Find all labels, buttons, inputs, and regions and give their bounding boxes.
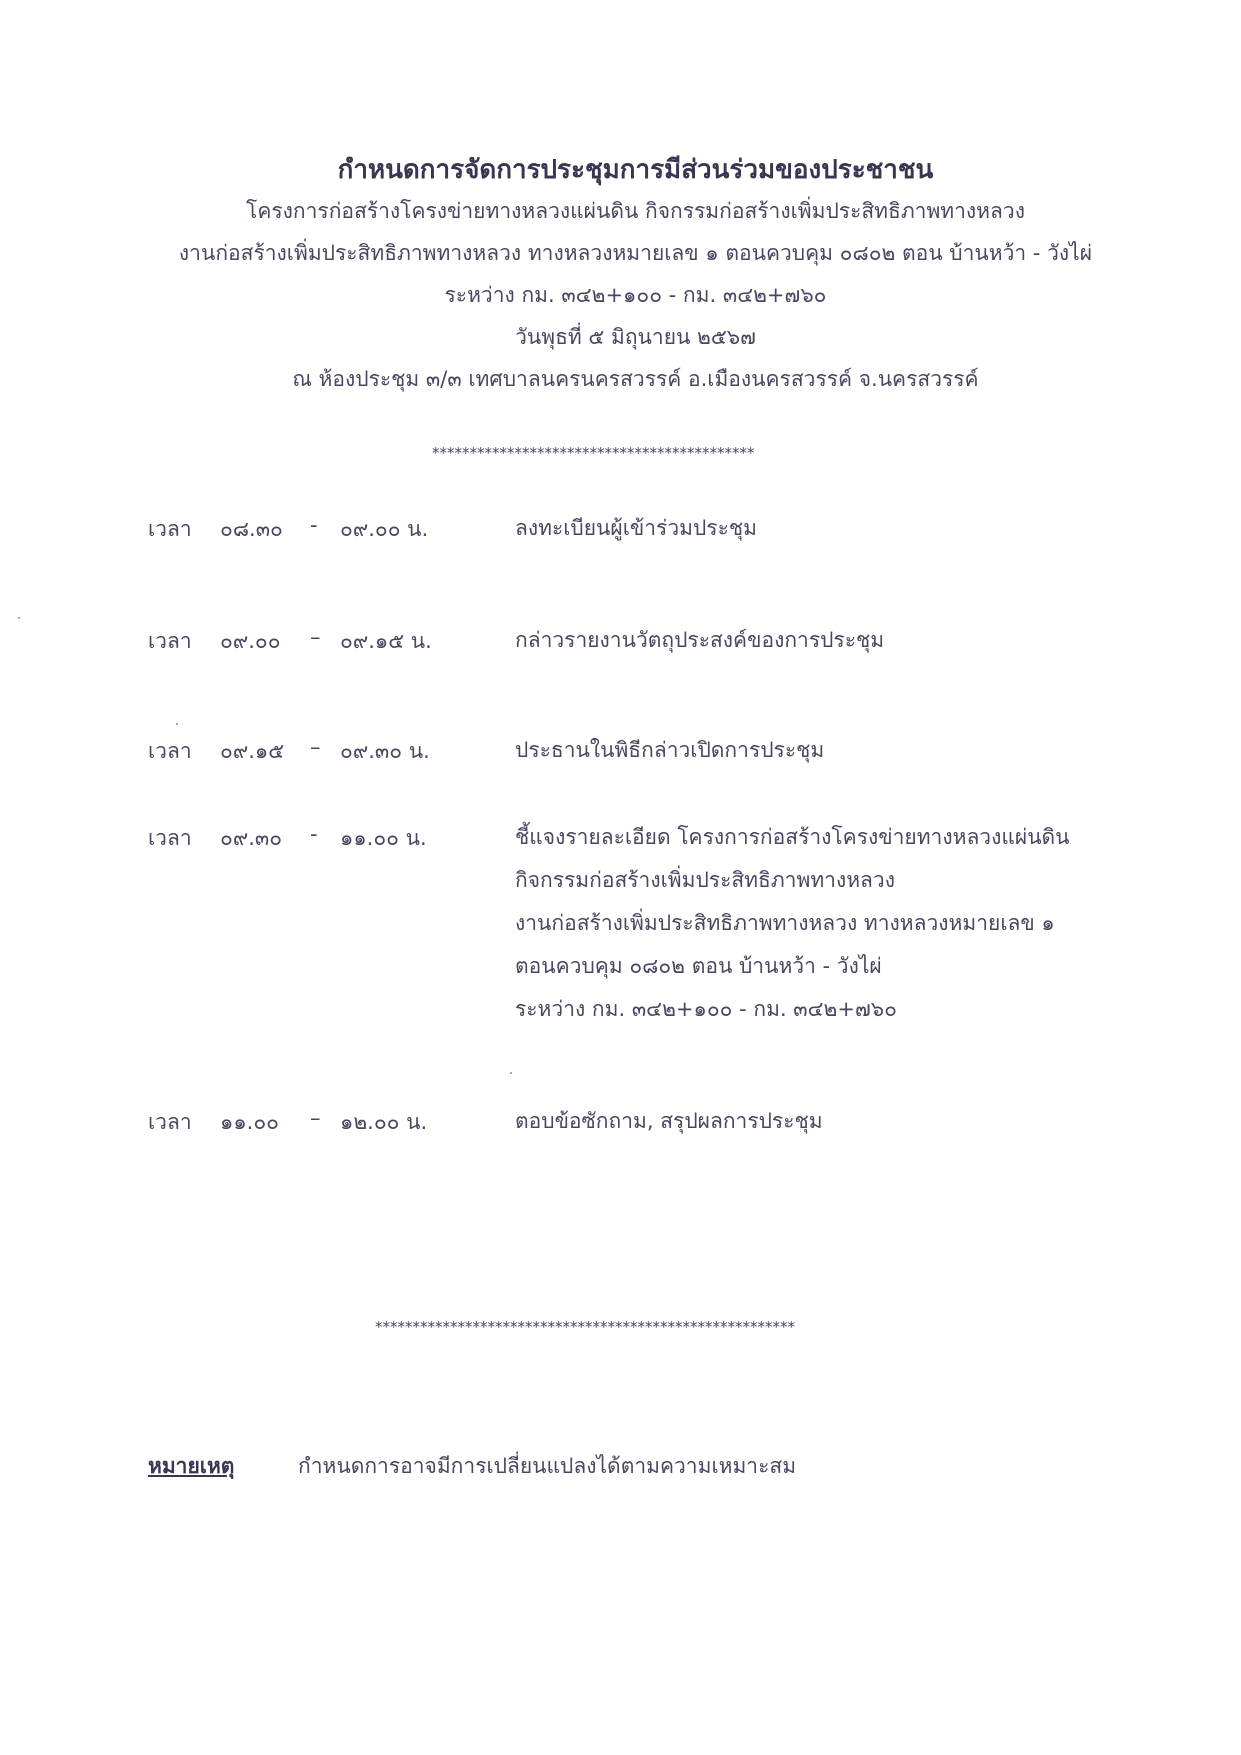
agenda-line: ตอบข้อซักถาม, สรุปผลการประชุม	[515, 1109, 823, 1133]
end-time: ๐๙.๓๐ น.	[340, 739, 430, 763]
end-time: ๐๙.๐๐ น.	[340, 517, 429, 541]
date-line: วันพุธที่ ๕ มิถุนายน ๒๕๖๗	[515, 325, 756, 349]
document-header	[0, 150, 1241, 400]
agenda-line: ชี้แจงรายละเอียด โครงการก่อสร้างโครงข่ายทางหลวงแผ่นดิน	[515, 825, 1070, 849]
agenda-line: งานก่อสร้างเพิ่มประสิทธิภาพทางหลวง ทางหลวงหมายเลข ๑	[515, 911, 1055, 935]
start-time: ๐๙.๑๕	[220, 739, 285, 763]
start-time: ๐๙.๐๐	[220, 629, 281, 653]
time-dash: –	[310, 625, 321, 649]
time-label: เวลา	[148, 826, 192, 850]
venue-line: ณ ห้องประชุม ๓/๓ เทศบาลนครนครสวรรค์ อ.เมืองนครสวรรค์ จ.นครสวรรค์	[292, 367, 979, 391]
end-time: ๐๙.๑๕ น.	[340, 629, 432, 653]
agenda-line: กิจกรรมก่อสร้างเพิ่มประสิทธิภาพทางหลวง	[515, 868, 895, 892]
agenda-description	[515, 735, 824, 778]
time-label: เวลา	[148, 1110, 192, 1134]
separator-top: *******************************************	[432, 444, 755, 462]
project-line: โครงการก่อสร้างโครงข่ายทางหลวงแผ่นดิน กิจกรรมก่อสร้างเพิ่มประสิทธิภาพทางหลวง	[246, 199, 1025, 223]
time-dash: -	[310, 822, 318, 846]
agenda-line: ประธานในพิธีกล่าวเปิดการประชุม	[515, 738, 825, 762]
agenda-description	[515, 822, 1070, 1037]
agenda-description	[515, 513, 757, 556]
agenda-line: ลงทะเบียนผู้เข้าร่วมประชุม	[515, 516, 757, 540]
note-label: หมายเหตุ	[148, 1454, 235, 1478]
start-time: ๐๘.๓๐	[220, 517, 283, 541]
note-text: กำหนดการอาจมีการเปลี่ยนแปลงได้ตามความเหมาะสม	[298, 1454, 797, 1478]
time-label: เวลา	[148, 739, 192, 763]
start-time: ๑๑.๐๐	[220, 1110, 279, 1134]
footnote	[148, 1450, 797, 1483]
km-range-line: ระหว่าง กม. ๓๔๒+๑๐๐ - กม. ๓๔๒+๗๖๐	[444, 283, 827, 307]
agenda-line: ระหว่าง กม. ๓๔๒+๑๐๐ - กม. ๓๔๒+๗๖๐	[515, 997, 897, 1021]
document-title: กำหนดการจัดการประชุมการมีส่วนร่วมของประชาชน	[337, 155, 934, 185]
separator-bottom: ********************************************************	[375, 1318, 795, 1336]
time-label: เวลา	[148, 629, 192, 653]
end-time: ๑๑.๐๐ น.	[340, 826, 427, 850]
time-label: เวลา	[148, 517, 192, 541]
time-dash: –	[310, 735, 321, 759]
agenda-description	[515, 625, 884, 668]
scan-speck	[176, 723, 178, 725]
time-dash: -	[310, 513, 318, 537]
agenda-description	[515, 1106, 823, 1149]
agenda-line: กล่าวรายงานวัตถุประสงค์ของการประชุม	[515, 628, 885, 652]
scan-speck	[18, 617, 20, 619]
start-time: ๐๙.๓๐	[220, 826, 283, 850]
end-time: ๑๒.๐๐ น.	[340, 1110, 428, 1134]
scan-speck	[510, 1072, 512, 1074]
time-dash: –	[310, 1106, 321, 1130]
agenda-line: ตอนควบคุม ๐๘๐๒ ตอน บ้านหว้า - วังไผ่	[515, 954, 882, 978]
work-line: งานก่อสร้างเพิ่มประสิทธิภาพทางหลวง ทางหลวงหมายเลข ๑ ตอนควบคุม ๐๘๐๒ ตอน บ้านหว้า - วังไผ่	[178, 241, 1093, 265]
